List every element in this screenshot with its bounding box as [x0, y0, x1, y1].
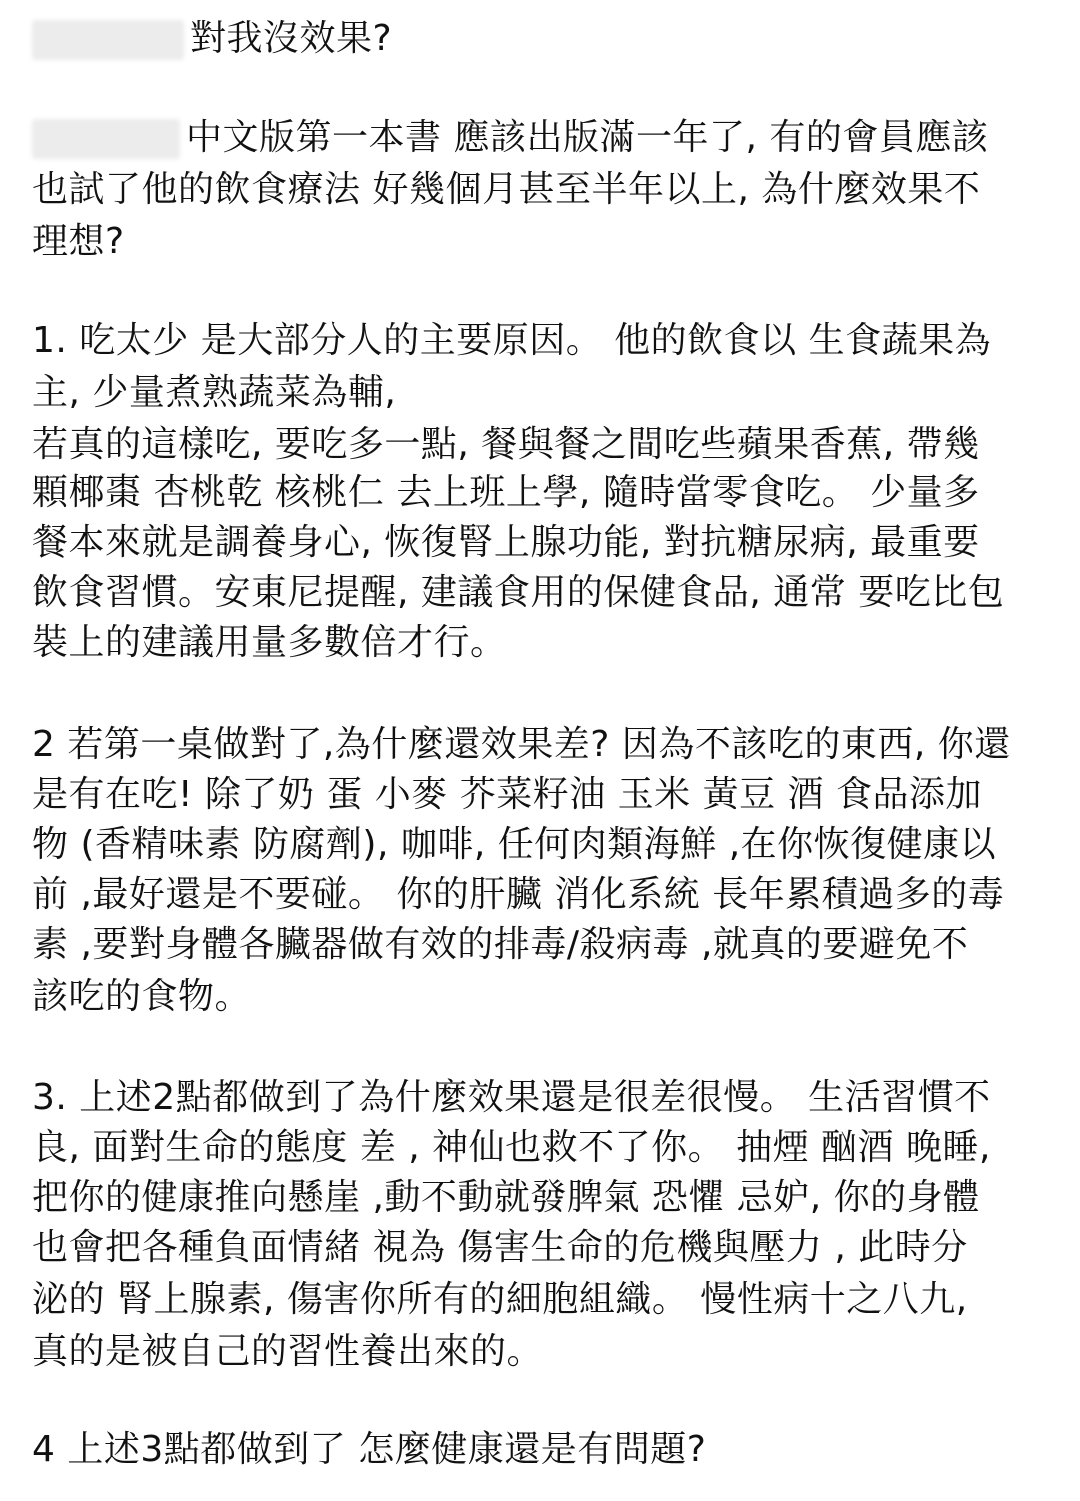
point-2-line: 2 若第一桌做對了,為什麼還效果差? 因為不該吃的東西, 你還	[32, 724, 1011, 765]
point-1-line: 顆椰棗 杏桃乾 核桃仁 去上班上學, 隨時當零食吃。 少量多	[32, 472, 980, 513]
point-1-line: 裝上的建議用量多數倍才行。	[32, 622, 507, 663]
intro-line: 理想?	[32, 221, 125, 262]
point-3-line: 把你的健康推向懸崖 ,動不動就發脾氣 恐懼 忌妒, 你的身體	[32, 1177, 980, 1218]
redacted-name	[32, 20, 184, 60]
point-2-line: 前 ,最好還是不要碰。 你的肝臟 消化系統 長年累積過多的毒	[32, 874, 1005, 915]
point-3-line: 真的是被自己的習性養出來的。	[32, 1331, 544, 1372]
point-2-line: 是有在吃! 除了奶 蛋 小麥 芥菜籽油 玉米 黃豆 酒 食品添加	[32, 774, 982, 815]
point-2-line: 物 (香精味素 防腐劑), 咖啡, 任何肉類海鮮 ,在你恢復健康以	[32, 824, 997, 865]
point-2-line: 該吃的食物。	[32, 976, 252, 1017]
intro-line: 也試了他的飲食療法 好幾個月甚至半年以上, 為什麼效果不	[32, 169, 981, 210]
point-3-line: 泌的 腎上腺素, 傷害你所有的細胞組織。 慢性病十之八九,	[32, 1279, 968, 1320]
point-4-line: 4 上述3點都做到了 怎麼健康還是有問題?	[32, 1429, 707, 1470]
point-2-line: 素 ,要對身體各臟器做有效的排毒/殺病毒 ,就真的要避免不	[32, 924, 969, 965]
point-1-line: 主, 少量煮熟蔬菜為輔,	[32, 372, 397, 413]
point-3-line: 3. 上述2點都做到了為什麼效果還是很差很慢。 生活習慣不	[32, 1077, 991, 1118]
post-title: 對我沒效果?	[190, 18, 393, 59]
point-1-line: 1. 吃太少 是大部分人的主要原因。 他的飲食以 生食蔬果為	[32, 320, 992, 361]
point-1-line: 餐本來就是調養身心, 恢復腎上腺功能, 對抗糖尿病, 最重要	[32, 522, 980, 563]
post-title-line	[32, 14, 392, 64]
intro-line	[32, 113, 988, 163]
redacted-name	[32, 119, 180, 159]
point-1-line: 若真的這樣吃, 要吃多一點, 餐與餐之間吃些蘋果香蕉, 帶幾	[32, 424, 980, 465]
point-3-line: 也會把各種負面情緒 視為 傷害生命的危機與壓力 , 此時分	[32, 1227, 968, 1268]
text-line: 中文版第一本書 應該出版滿一年了, 有的會員應該	[186, 117, 989, 158]
point-3-line: 良, 面對生命的態度 差 , 神仙也救不了你。 抽煙 酗酒 晚睡,	[32, 1127, 991, 1168]
point-1-line: 飲食習慣。安東尼提醒, 建議食用的保健食品, 通常 要吃比包	[32, 572, 1005, 613]
